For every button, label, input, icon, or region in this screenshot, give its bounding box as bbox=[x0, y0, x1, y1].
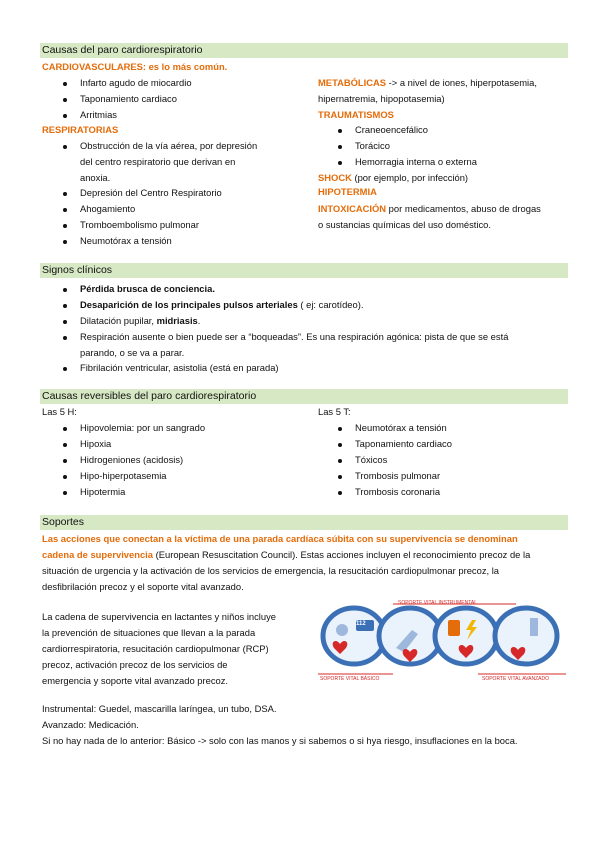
t-label: Las 5 T: bbox=[318, 406, 351, 417]
chain-link-2 bbox=[379, 608, 441, 664]
text: . bbox=[197, 315, 201, 326]
cardio-label: CARDIOVASCULARES: es lo más común. bbox=[42, 61, 228, 72]
bullet bbox=[63, 443, 67, 447]
list-item: Tóxicos bbox=[355, 454, 388, 465]
list-item: Craneoencefálico bbox=[355, 124, 428, 135]
chain-of-survival-image bbox=[318, 600, 566, 688]
bullet bbox=[338, 475, 342, 479]
chain-link-4 bbox=[495, 608, 557, 664]
bullet bbox=[338, 427, 342, 431]
paragraph-line: situación de urgencia y la activación de los servicios de emergencia, la resucitación cardiopulmonar precoz, la bbox=[42, 565, 500, 576]
bullet bbox=[63, 288, 67, 292]
bullet bbox=[63, 82, 67, 86]
list-item: Trombosis coronaria bbox=[355, 486, 441, 497]
bullet bbox=[63, 304, 67, 308]
paragraph-line: emergencia y soporte vital avanzado precoz. bbox=[42, 675, 229, 686]
paragraph-line: Instrumental: Guedel, mascarilla laríngea, un tubo, DSA. bbox=[42, 703, 277, 714]
chain-link-3 bbox=[435, 608, 497, 664]
bullet bbox=[63, 427, 67, 431]
shock-text: (por ejemplo, por infección) bbox=[351, 172, 469, 183]
bullet bbox=[338, 443, 342, 447]
bullet bbox=[63, 98, 67, 102]
text: (European Resuscitation Council). Estas acciones incluyen el reconocimiento precoz de la bbox=[153, 549, 531, 560]
bullet bbox=[63, 459, 67, 463]
bold-text: Desaparición de los principales pulsos arteriales bbox=[80, 299, 298, 310]
defibrillator-icon bbox=[448, 620, 460, 636]
chain-illustration bbox=[318, 600, 566, 688]
paragraph-line: Si no hay nada de lo anterior: Básico -> solo con las manos y si sabemos o si hya riesgo, insuflaciones en la boca. bbox=[42, 735, 518, 746]
list-item: Respiración ausente o bien puede ser a “boqueadas”. Es una respiración agónica: pista de que se está bbox=[80, 331, 509, 342]
list-item: Torácico bbox=[355, 140, 390, 151]
bullet bbox=[63, 367, 67, 371]
list-item: Pérdida brusca de conciencia. bbox=[80, 283, 215, 294]
list-item: Ahogamiento bbox=[80, 203, 136, 214]
bold-text: midriasis bbox=[156, 315, 198, 326]
list-item: Taponamiento cardiaco bbox=[80, 93, 177, 104]
list-item: Hipoxia bbox=[80, 438, 112, 449]
metab-line bbox=[318, 75, 537, 90]
bullet bbox=[63, 224, 67, 228]
shock-line bbox=[318, 170, 468, 185]
section-header-reversibles: Causas reversibles del paro cardiorespiratorio bbox=[40, 389, 568, 404]
paragraph-line: precoz, activación precoz de los servicios de bbox=[42, 659, 228, 670]
bullet bbox=[338, 459, 342, 463]
list-item: Hipovolemia: por un sangrado bbox=[80, 422, 206, 433]
bullet bbox=[63, 491, 67, 495]
list-item: Tromboembolismo pulmonar bbox=[80, 219, 199, 230]
trauma-label: TRAUMATISMOS bbox=[318, 109, 394, 120]
list-item: Depresión del Centro Respiratorio bbox=[80, 187, 222, 198]
list-item: Hipo-hiperpotasemia bbox=[80, 470, 167, 481]
list-item: Neumotórax a tensión bbox=[355, 422, 447, 433]
paragraph-line: Avanzado: Medicación. bbox=[42, 719, 139, 730]
h-label: Las 5 H: bbox=[42, 406, 77, 417]
bullet bbox=[338, 145, 342, 149]
bullet bbox=[63, 208, 67, 212]
bullet bbox=[63, 145, 67, 149]
list-item-cont: del centro respiratorio que derivan en bbox=[80, 156, 236, 167]
person-icon bbox=[336, 624, 348, 636]
list-item bbox=[80, 297, 363, 312]
list-item: Obstrucción de la vía aérea, por depresión bbox=[80, 140, 258, 151]
bullet bbox=[63, 475, 67, 479]
chain-link-1 bbox=[323, 608, 385, 664]
metab-text: -> a nivel de iones, hiperpotasemia, bbox=[386, 77, 537, 88]
section-header-soportes: Soportes bbox=[40, 515, 568, 530]
list-item: Fibrilación ventricular, asistolia (está en parada) bbox=[80, 362, 279, 373]
hipotermia-label: HIPOTERMIA bbox=[318, 186, 377, 197]
highlight-text: cadena de supervivencia bbox=[42, 549, 153, 560]
intox-text: por medicamentos, abuso de drogas bbox=[386, 203, 541, 214]
bullet bbox=[63, 240, 67, 244]
bullet bbox=[63, 320, 67, 324]
text: ( ej: carotídeo). bbox=[297, 299, 364, 310]
metab-label: METABÓLICAS bbox=[318, 77, 387, 88]
list-item: Hemorragia interna o externa bbox=[355, 156, 477, 167]
list-item-cont: parando, o se va a parar. bbox=[80, 347, 185, 358]
iv-icon bbox=[530, 618, 538, 636]
list-item-cont: anoxia. bbox=[80, 172, 111, 183]
paragraph-line: cardiorrespiratoria, resucitación cardiopulmonar (RCP) bbox=[42, 643, 269, 654]
paragraph-line: La cadena de supervivencia en lactantes y niños incluye bbox=[42, 611, 277, 622]
bullet bbox=[63, 192, 67, 196]
list-item: Arritmias bbox=[80, 109, 117, 120]
bullet bbox=[338, 129, 342, 133]
label-avanzado: SOPORTE VITAL AVANZADO bbox=[482, 676, 549, 682]
label-instrumental: SOPORTE VITAL INSTRUMENTAL bbox=[398, 600, 477, 606]
intox-label: INTOXICACIÓN bbox=[318, 203, 387, 214]
resp-label: RESPIRATORIAS bbox=[42, 124, 119, 135]
bullet bbox=[63, 114, 67, 118]
list-item: Neumotórax a tensión bbox=[80, 235, 172, 246]
section-header-causas: Causas del paro cardiorespiratorio bbox=[40, 43, 568, 58]
paragraph-line bbox=[42, 547, 530, 562]
list-item: Infarto agudo de miocardio bbox=[80, 77, 192, 88]
list-item: Trombosis pulmonar bbox=[355, 470, 441, 481]
metab-text-cont: hipernatremia, hipopotasemia) bbox=[318, 93, 445, 104]
intox-text-cont: o sustancias químicas del uso doméstico. bbox=[318, 219, 492, 230]
emergency-number-badge: 112 bbox=[356, 621, 366, 627]
intox-line bbox=[318, 201, 541, 216]
section-header-signos: Signos clínicos bbox=[40, 263, 568, 278]
shock-label: SHOCK bbox=[318, 172, 352, 183]
bullet bbox=[338, 161, 342, 165]
bullet bbox=[338, 491, 342, 495]
paragraph-line: Las acciones que conectan a la víctima de una parada cardíaca súbita con su supervivencia se denominan bbox=[42, 533, 518, 544]
text: Dilatación pupilar, bbox=[80, 315, 157, 326]
label-basico: SOPORTE VITAL BÁSICO bbox=[320, 676, 380, 682]
paragraph-line: desfibrilación precoz y el soporte vital avanzado. bbox=[42, 581, 244, 592]
list-item: Hipotermia bbox=[80, 486, 126, 497]
paragraph-line: la prevención de situaciones que llevan a la parada bbox=[42, 627, 256, 638]
list-item bbox=[80, 313, 200, 328]
list-item: Taponamiento cardiaco bbox=[355, 438, 452, 449]
bullet bbox=[63, 336, 67, 340]
list-item: Hidrogeniones (acidosis) bbox=[80, 454, 184, 465]
